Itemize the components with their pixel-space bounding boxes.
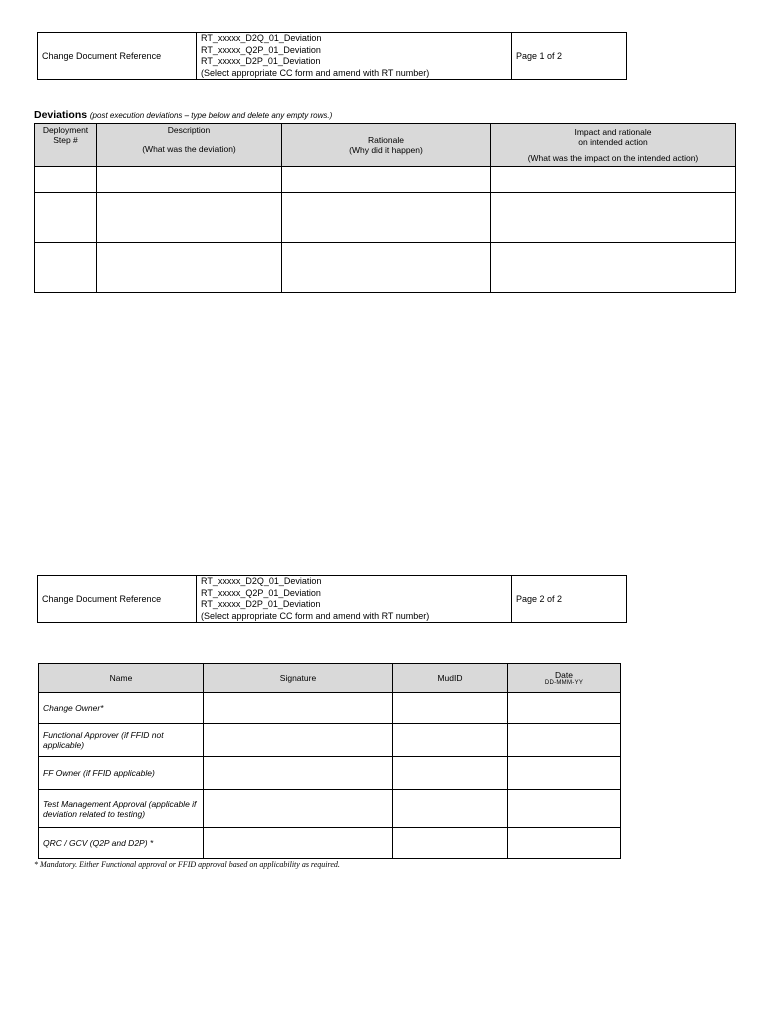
- page-number: Page 1 of 2: [512, 33, 627, 80]
- ref-code-d2q: RT_xxxxx_D2Q_01_Deviation: [201, 576, 322, 586]
- cell-rationale[interactable]: [282, 243, 491, 293]
- cell-description[interactable]: [97, 243, 282, 293]
- ref-codes: [197, 576, 512, 623]
- table-row: [35, 167, 736, 193]
- col-impact-label: Impact and rationale: [574, 127, 652, 137]
- cell-impact[interactable]: [491, 193, 736, 243]
- col-description-label: Description: [167, 125, 211, 135]
- page-number: Page 2 of 2: [512, 576, 627, 623]
- mudid-cell[interactable]: [393, 757, 508, 790]
- signer-role: QRC / GCV (Q2P and D2P) *: [39, 828, 204, 859]
- col-rationale: [282, 124, 491, 167]
- signature-table: [38, 663, 621, 859]
- date-cell[interactable]: [508, 693, 621, 724]
- ref-code-instruction: (Select appropriate CC form and amend with RT number): [201, 610, 430, 621]
- ref-label: Change Document Reference: [38, 33, 197, 80]
- date-cell[interactable]: [508, 757, 621, 790]
- cell-rationale[interactable]: [282, 193, 491, 243]
- col-description: [97, 124, 282, 167]
- ref-code-d2p: RT_xxxxx_D2P_01_Deviation: [201, 599, 321, 609]
- ref-label: Change Document Reference: [38, 576, 197, 623]
- cell-impact[interactable]: [491, 167, 736, 193]
- deviations-title: Deviations: [34, 109, 88, 121]
- col-impact-label-2: on intended action: [578, 137, 648, 147]
- col-impact: [491, 124, 736, 167]
- signer-role: Test Management Approval (applicable if deviation related to testing): [39, 790, 204, 828]
- ref-code-q2p: RT_xxxxx_Q2P_01_Deviation: [201, 587, 321, 598]
- col-rationale-sub: (Why did it happen): [349, 145, 423, 155]
- cell-impact[interactable]: [491, 243, 736, 293]
- cell-step[interactable]: [35, 193, 97, 243]
- change-document-reference-table-1: [37, 32, 627, 80]
- signature-cell[interactable]: [204, 790, 393, 828]
- table-row: [35, 243, 736, 293]
- signature-cell[interactable]: [204, 828, 393, 859]
- mudid-cell[interactable]: [393, 790, 508, 828]
- cell-step[interactable]: [35, 167, 97, 193]
- deviations-note: (post execution deviations – type below and delete any empty rows.): [89, 111, 333, 120]
- mandatory-footnote: * Mandatory. Either Functional approval or FFID approval based on applicability as required.: [34, 860, 340, 869]
- signature-cell[interactable]: [204, 757, 393, 790]
- col-description-sub: (What was the deviation): [142, 144, 236, 154]
- col-date-label: Date: [555, 670, 573, 680]
- deviations-heading: [34, 109, 332, 121]
- signer-role: FF Owner (if FFID applicable): [39, 757, 204, 790]
- date-cell[interactable]: [508, 828, 621, 859]
- ref-code-instruction: (Select appropriate CC form and amend with RT number): [201, 67, 430, 78]
- cell-rationale[interactable]: [282, 167, 491, 193]
- col-name: Name: [39, 664, 204, 693]
- signer-role: Functional Approver (if FFID not applicable): [39, 724, 204, 757]
- change-document-reference-table-2: [37, 575, 627, 623]
- table-row: [39, 693, 621, 724]
- signer-role: Change Owner*: [39, 693, 204, 724]
- ref-code-d2p: RT_xxxxx_D2P_01_Deviation: [201, 56, 321, 66]
- table-row: [39, 828, 621, 859]
- col-rationale-label: Rationale: [368, 135, 404, 145]
- ref-code-d2q: RT_xxxxx_D2Q_01_Deviation: [201, 33, 322, 43]
- mudid-cell[interactable]: [393, 693, 508, 724]
- col-date-format: DD-MMM-YY: [544, 680, 584, 686]
- table-row: [39, 757, 621, 790]
- col-mudid: MudID: [393, 664, 508, 693]
- table-row: [39, 790, 621, 828]
- deviations-table: [34, 123, 736, 293]
- cell-description[interactable]: [97, 193, 282, 243]
- mudid-cell[interactable]: [393, 828, 508, 859]
- col-impact-sub: (What was the impact on the intended action): [527, 153, 699, 163]
- col-signature: Signature: [204, 664, 393, 693]
- ref-codes: [197, 33, 512, 80]
- date-cell[interactable]: [508, 790, 621, 828]
- ref-code-q2p: RT_xxxxx_Q2P_01_Deviation: [201, 44, 321, 55]
- cell-description[interactable]: [97, 167, 282, 193]
- signature-cell[interactable]: [204, 693, 393, 724]
- col-date: [508, 664, 621, 693]
- table-row: [39, 724, 621, 757]
- signature-cell[interactable]: [204, 724, 393, 757]
- col-deployment-step: Deployment Step #: [35, 124, 97, 167]
- mudid-cell[interactable]: [393, 724, 508, 757]
- table-row: [35, 193, 736, 243]
- cell-step[interactable]: [35, 243, 97, 293]
- date-cell[interactable]: [508, 724, 621, 757]
